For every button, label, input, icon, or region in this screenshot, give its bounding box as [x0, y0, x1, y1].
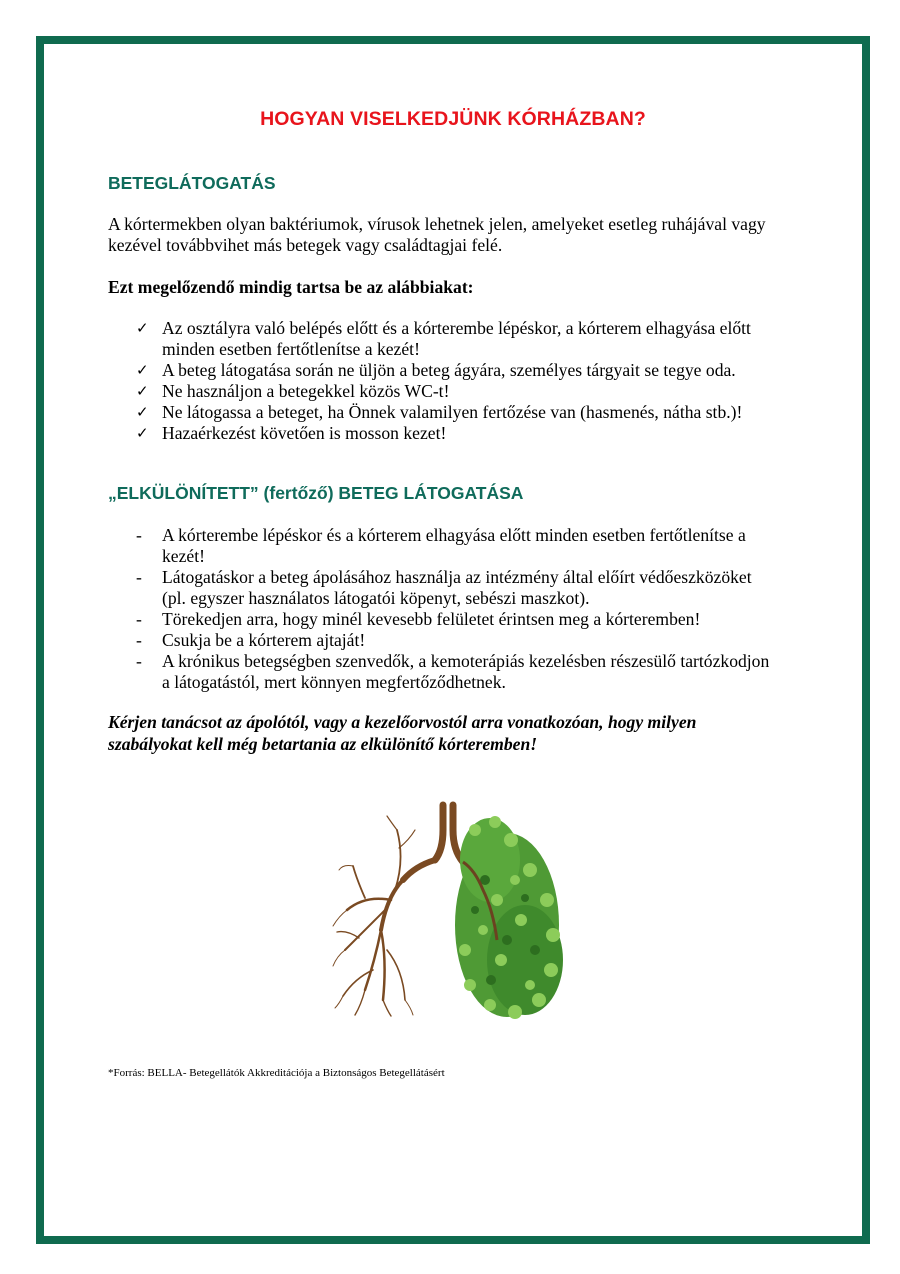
- list-item: ✓ Ne látogassa a beteget, ha Önnek valamilyen fertőzése van (hasmenés, nátha stb.)!: [136, 402, 743, 422]
- intro-line-1: A kórtermekben olyan baktériumok, vírusok lehetnek jelen, amelyeket esetleg ruhájával vagy: [108, 214, 766, 234]
- list-item: ✓ A beteg látogatása során ne üljön a beteg ágyára, személyes tárgyait se tegye oda.: [136, 360, 736, 380]
- check-icon: ✓: [136, 361, 149, 379]
- list-item: - A kórterembe lépéskor és a kórterem elhagyása előtt minden esetben fertőtlenítse a kezét!: [136, 525, 746, 566]
- dash-list: [108, 525, 808, 693]
- lungs-tree-illustration: [325, 800, 570, 1025]
- list-item: ✓ Ne használjon a betegekkel közös WC-t!: [136, 381, 450, 401]
- checklist: [108, 318, 808, 444]
- list-item: - Törekedjen arra, hogy minél kevesebb felületet érintsen meg a kórteremben!: [136, 609, 701, 629]
- list-item: - Látogatáskor a beteg ápolásához használja az intézmény által előírt védőeszközöket (pl. egyszer használatos látogatói köpenyt, sebészi maszkot).: [136, 567, 752, 608]
- page-title: HOGYAN VISELKEDJÜNK KÓRHÁZBAN?: [260, 108, 646, 130]
- dash-marker: -: [136, 630, 142, 650]
- dash-marker: -: [136, 525, 142, 545]
- list-item: ✓ Az osztályra való belépés előtt és a kórterembe lépéskor, a kórterem elhagyása előtt minden esetben fertőtlenítse a kezét!: [136, 318, 751, 359]
- dash-marker: -: [136, 651, 142, 671]
- intro-line-2: kezével továbbvihet más betegek vagy családtagjai felé.: [108, 235, 503, 255]
- lead-sentence: Ezt megelőzendő mindig tartsa be az alábbiakat:: [108, 277, 474, 297]
- source-note: *Forrás: BELLA- Betegellátók Akkreditációja a Biztonságos Betegellátásért: [108, 1067, 445, 1079]
- dash-marker: -: [136, 609, 142, 629]
- advice-note: Kérjen tanácsot az ápolótól, vagy a kezelőorvostól arra vonatkozóan, hogy milyen szabályokat kell még betartania az elkülönítő kórteremben!: [108, 712, 697, 754]
- list-item: - Csukja be a kórterem ajtaját!: [136, 630, 366, 650]
- list-item: - A krónikus betegségben szenvedők, a kemoterápiás kezelésben részesülő tartózkodjon a látogatástól, mert könnyen megfertőződhetnek.: [136, 651, 770, 692]
- leafy-right-lung: [455, 816, 563, 1019]
- section-heading-visiting: BETEGLÁTOGATÁS: [108, 173, 276, 193]
- section-heading-isolated: „ELKÜLÖNÍTETT” (fertőző) BETEG LÁTOGATÁSA: [108, 483, 524, 503]
- check-icon: ✓: [136, 319, 149, 337]
- dash-marker: -: [136, 567, 142, 587]
- check-icon: ✓: [136, 382, 149, 400]
- check-icon: ✓: [136, 403, 149, 421]
- check-icon: ✓: [136, 424, 149, 442]
- list-item: ✓ Hazaérkezést követően is mosson kezet!: [136, 423, 447, 443]
- intro-paragraph: [108, 214, 808, 256]
